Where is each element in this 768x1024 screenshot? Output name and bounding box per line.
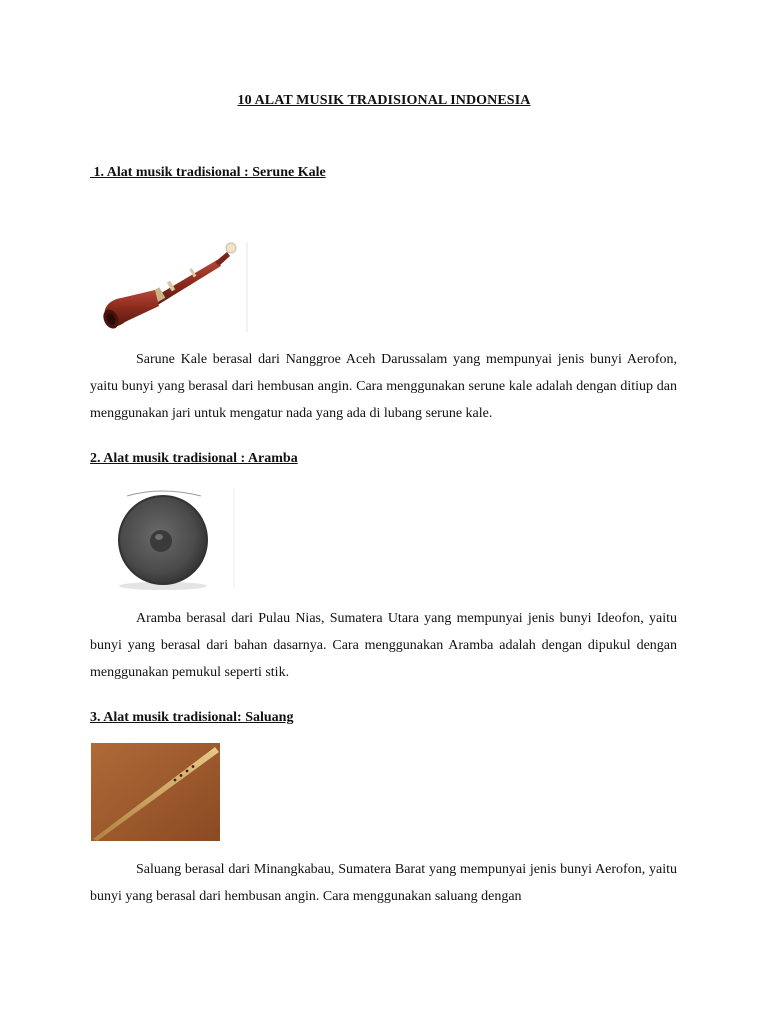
aramba-image: [91, 484, 235, 592]
serune-kale-icon: [95, 236, 250, 334]
section-1-heading: 1. Alat musik tradisional : Serune Kale: [90, 165, 326, 180]
section-1-paragraph: Sarune Kale berasal dari Nanggroe Aceh Darussalam yang mempunyai jenis bunyi Aerofon, yaitu bunyi yang berasal dari hembusan angin. Cara menggunakan serune kale adalah dengan ditiup dan menggunakan jari untuk mengatur nada yang ada di lubang serune kale.: [90, 352, 677, 421]
section-2-paragraph: Aramba berasal dari Pulau Nias, Sumatera Utara yang mempunyai jenis bunyi Ideofon, yaitu bunyi yang berasal dari bahan dasarnya. Cara menggunakan Aramba adalah dengan dipukul dengan menggunakan pemukul seperti stik.: [90, 611, 677, 680]
document-title: 10 ALAT MUSIK TRADISIONAL INDONESIA: [237, 93, 531, 108]
section-3-heading: 3. Alat musik tradisional: Saluang: [90, 710, 294, 725]
saluang-image: [91, 743, 220, 841]
section-2-heading: 2. Alat musik tradisional : Aramba: [90, 451, 298, 466]
saluang-flute-icon: [91, 743, 220, 841]
aramba-gong-icon: [91, 484, 235, 592]
section-3-paragraph: Saluang berasal dari Minangkabau, Sumatera Barat yang mempunyai jenis bunyi Aerofon, yaitu bunyi yang berasal dari hembusan angin. Cara menggunakan saluang dengan: [90, 862, 677, 904]
serune-kale-image: [95, 236, 250, 334]
